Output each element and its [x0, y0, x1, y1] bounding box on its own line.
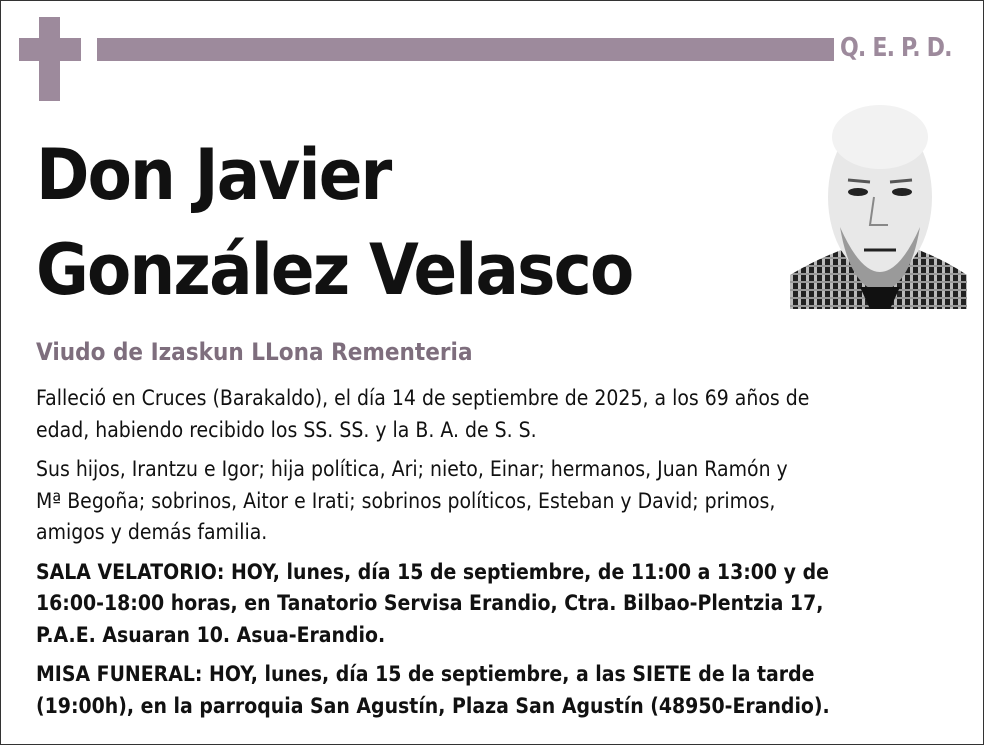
widower-line: Viudo de Izaskun LLona Rementeria	[36, 338, 473, 366]
text-line: (19:00h), en la parroquia San Agustín, Plaza San Agustín (48950-Erandio).	[36, 693, 830, 718]
text-line: Falleció en Cruces (Barakaldo), el día 14 de septiembre de 2025, a los 69 años de	[36, 386, 810, 410]
funeral-mass-paragraph	[36, 659, 936, 722]
name-line-1: Don Javier	[36, 134, 391, 216]
qepd-label: Q. E. P. D.	[840, 33, 952, 63]
header-bar	[97, 38, 834, 61]
text-line: P.A.E. Asuaran 10. Asua-Erandio.	[36, 622, 386, 647]
name-line-2: González Velasco	[36, 229, 633, 311]
text-line: Sus hijos, Irantzu e Igor; hija política, Ari; nieto, Einar; hermanos, Juan Ramón y	[36, 457, 788, 481]
text-line: edad, habiendo recibido los SS. SS. y la B. A. de S. S.	[36, 417, 537, 442]
deceased-name	[36, 128, 632, 318]
text-line: MISA FUNERAL: HOY, lunes, día 15 de septiembre, a las SIETE de la tarde	[36, 662, 815, 686]
portrait-photo	[790, 97, 967, 309]
wake-paragraph	[36, 557, 936, 652]
text-line: 16:00-18:00 horas, en Tanatorio Servisa Erandio, Ctra. Bilbao-Plentzia 17,	[36, 591, 824, 615]
cross-icon-arm	[19, 38, 81, 61]
family-paragraph	[36, 454, 936, 549]
death-paragraph	[36, 383, 936, 446]
obituary-body	[36, 383, 936, 730]
text-line: SALA VELATORIO: HOY, lunes, día 15 de septiembre, de 11:00 a 13:00 y de	[36, 559, 829, 584]
text-line: amigos y demás familia.	[36, 520, 268, 544]
text-line: Mª Begoña; sobrinos, Aitor e Irati; sobrinos políticos, Esteban y David; primos,	[36, 488, 776, 513]
